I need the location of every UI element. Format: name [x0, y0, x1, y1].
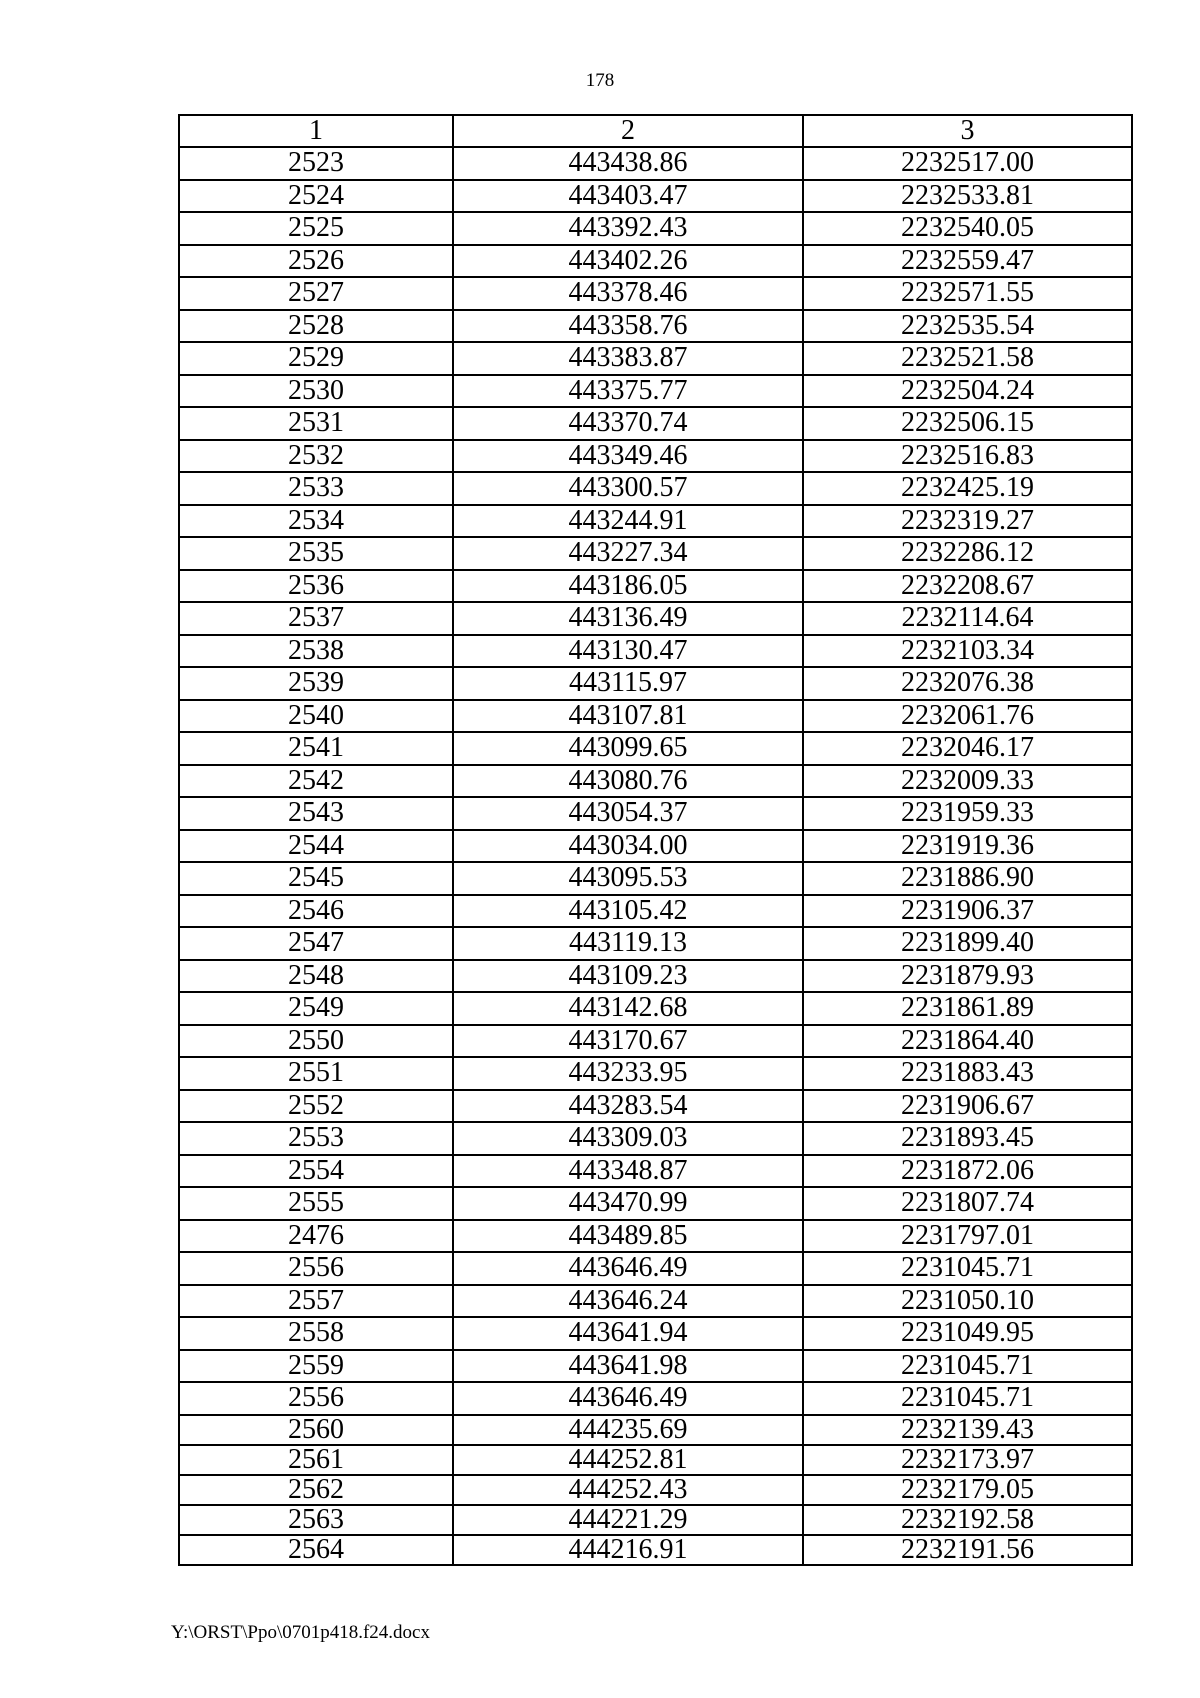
table-row — [179, 505, 1132, 538]
point-number-cell: 2552 — [179, 1090, 453, 1123]
table-row — [179, 342, 1132, 375]
table-row — [179, 1285, 1132, 1318]
x-coordinate-cell: 443438.86 — [453, 147, 803, 180]
table-row — [179, 700, 1132, 733]
column-header: 3 — [803, 115, 1132, 147]
y-coordinate-cell: 2231045.71 — [803, 1382, 1132, 1415]
y-coordinate-cell: 2231045.71 — [803, 1350, 1132, 1383]
point-number-cell: 2544 — [179, 830, 453, 863]
y-coordinate-cell: 2231797.01 — [803, 1220, 1132, 1253]
table-row — [179, 1057, 1132, 1090]
table-row — [179, 277, 1132, 310]
table-row — [179, 1252, 1132, 1285]
y-coordinate-cell: 2232533.81 — [803, 180, 1132, 213]
y-coordinate-cell: 2232571.55 — [803, 277, 1132, 310]
point-number-cell: 2556 — [179, 1252, 453, 1285]
table-row — [179, 667, 1132, 700]
x-coordinate-cell: 443233.95 — [453, 1057, 803, 1090]
table-row — [179, 960, 1132, 993]
column-header: 1 — [179, 115, 453, 147]
table-body — [179, 147, 1132, 1565]
table-row — [179, 732, 1132, 765]
y-coordinate-cell: 2232506.15 — [803, 407, 1132, 440]
x-coordinate-cell: 443119.13 — [453, 927, 803, 960]
table-row — [179, 1415, 1132, 1445]
y-coordinate-cell: 2231906.37 — [803, 895, 1132, 928]
x-coordinate-cell: 443136.49 — [453, 602, 803, 635]
y-coordinate-cell: 2232173.97 — [803, 1445, 1132, 1475]
x-coordinate-cell: 443099.65 — [453, 732, 803, 765]
point-number-cell: 2547 — [179, 927, 453, 960]
point-number-cell: 2560 — [179, 1415, 453, 1445]
x-coordinate-cell: 443109.23 — [453, 960, 803, 993]
y-coordinate-cell: 2231886.90 — [803, 862, 1132, 895]
y-coordinate-cell: 2232208.67 — [803, 570, 1132, 603]
x-coordinate-cell: 443348.87 — [453, 1155, 803, 1188]
point-number-cell: 2558 — [179, 1317, 453, 1350]
x-coordinate-cell: 443300.57 — [453, 472, 803, 505]
point-number-cell: 2524 — [179, 180, 453, 213]
table-row — [179, 245, 1132, 278]
x-coordinate-cell: 443107.81 — [453, 700, 803, 733]
point-number-cell: 2549 — [179, 992, 453, 1025]
y-coordinate-cell: 2232559.47 — [803, 245, 1132, 278]
y-coordinate-cell: 2232504.24 — [803, 375, 1132, 408]
table-row — [179, 602, 1132, 635]
y-coordinate-cell: 2232191.56 — [803, 1535, 1132, 1565]
table-row — [179, 927, 1132, 960]
y-coordinate-cell: 2232114.64 — [803, 602, 1132, 635]
y-coordinate-cell: 2231872.06 — [803, 1155, 1132, 1188]
point-number-cell: 2554 — [179, 1155, 453, 1188]
point-number-cell: 2533 — [179, 472, 453, 505]
x-coordinate-cell: 443142.68 — [453, 992, 803, 1025]
y-coordinate-cell: 2231883.43 — [803, 1057, 1132, 1090]
table-row — [179, 1122, 1132, 1155]
y-coordinate-cell: 2232076.38 — [803, 667, 1132, 700]
point-number-cell: 2540 — [179, 700, 453, 733]
x-coordinate-cell: 443646.49 — [453, 1252, 803, 1285]
y-coordinate-cell: 2231899.40 — [803, 927, 1132, 960]
table-row — [179, 830, 1132, 863]
y-coordinate-cell: 2232103.34 — [803, 635, 1132, 668]
point-number-cell: 2538 — [179, 635, 453, 668]
x-coordinate-cell: 443392.43 — [453, 212, 803, 245]
y-coordinate-cell: 2232192.58 — [803, 1505, 1132, 1535]
table-row — [179, 1535, 1132, 1565]
table-row — [179, 1025, 1132, 1058]
y-coordinate-cell: 2232521.58 — [803, 342, 1132, 375]
table-row — [179, 1090, 1132, 1123]
table-row — [179, 1187, 1132, 1220]
point-number-cell: 2534 — [179, 505, 453, 538]
y-coordinate-cell: 2231050.10 — [803, 1285, 1132, 1318]
y-coordinate-cell: 2232425.19 — [803, 472, 1132, 505]
x-coordinate-cell: 443309.03 — [453, 1122, 803, 1155]
y-coordinate-cell: 2231864.40 — [803, 1025, 1132, 1058]
table-row — [179, 147, 1132, 180]
x-coordinate-cell: 443378.46 — [453, 277, 803, 310]
y-coordinate-cell: 2232535.54 — [803, 310, 1132, 343]
y-coordinate-cell: 2232319.27 — [803, 505, 1132, 538]
x-coordinate-cell: 444216.91 — [453, 1535, 803, 1565]
x-coordinate-cell: 443370.74 — [453, 407, 803, 440]
x-coordinate-cell: 443034.00 — [453, 830, 803, 863]
x-coordinate-cell: 443349.46 — [453, 440, 803, 473]
x-coordinate-cell: 443186.05 — [453, 570, 803, 603]
x-coordinate-cell: 443383.87 — [453, 342, 803, 375]
column-header: 2 — [453, 115, 803, 147]
page-number: 178 — [585, 70, 615, 91]
table-row — [179, 537, 1132, 570]
x-coordinate-cell: 443489.85 — [453, 1220, 803, 1253]
x-coordinate-cell: 443227.34 — [453, 537, 803, 570]
point-number-cell: 2553 — [179, 1122, 453, 1155]
point-number-cell: 2561 — [179, 1445, 453, 1475]
y-coordinate-cell: 2232061.76 — [803, 700, 1132, 733]
point-number-cell: 2564 — [179, 1535, 453, 1565]
x-coordinate-cell: 444235.69 — [453, 1415, 803, 1445]
x-coordinate-cell: 443402.26 — [453, 245, 803, 278]
x-coordinate-cell: 444252.81 — [453, 1445, 803, 1475]
point-number-cell: 2545 — [179, 862, 453, 895]
point-number-cell: 2563 — [179, 1505, 453, 1535]
point-number-cell: 2532 — [179, 440, 453, 473]
point-number-cell: 2556 — [179, 1382, 453, 1415]
point-number-cell: 2541 — [179, 732, 453, 765]
table-row — [179, 375, 1132, 408]
coordinates-table — [178, 114, 1133, 1566]
point-number-cell: 2535 — [179, 537, 453, 570]
point-number-cell: 2528 — [179, 310, 453, 343]
x-coordinate-cell: 443115.97 — [453, 667, 803, 700]
point-number-cell: 2559 — [179, 1350, 453, 1383]
point-number-cell: 2523 — [179, 147, 453, 180]
table-row — [179, 407, 1132, 440]
x-coordinate-cell: 443170.67 — [453, 1025, 803, 1058]
table-row — [179, 472, 1132, 505]
point-number-cell: 2551 — [179, 1057, 453, 1090]
y-coordinate-cell: 2231807.74 — [803, 1187, 1132, 1220]
x-coordinate-cell: 444252.43 — [453, 1475, 803, 1505]
table-row — [179, 797, 1132, 830]
x-coordinate-cell: 443054.37 — [453, 797, 803, 830]
y-coordinate-cell: 2232009.33 — [803, 765, 1132, 798]
x-coordinate-cell: 443244.91 — [453, 505, 803, 538]
point-number-cell: 2530 — [179, 375, 453, 408]
point-number-cell: 2531 — [179, 407, 453, 440]
point-number-cell: 2542 — [179, 765, 453, 798]
table-row — [179, 212, 1132, 245]
point-number-cell: 2548 — [179, 960, 453, 993]
x-coordinate-cell: 443105.42 — [453, 895, 803, 928]
footer-file-path: Y:\ORST\Ppo\0701p418.f24.docx — [171, 1622, 430, 1643]
y-coordinate-cell: 2231879.93 — [803, 960, 1132, 993]
table-row — [179, 1505, 1132, 1535]
table-row — [179, 180, 1132, 213]
x-coordinate-cell: 443080.76 — [453, 765, 803, 798]
point-number-cell: 2557 — [179, 1285, 453, 1318]
table-row — [179, 1382, 1132, 1415]
x-coordinate-cell: 443646.24 — [453, 1285, 803, 1318]
y-coordinate-cell: 2232517.00 — [803, 147, 1132, 180]
x-coordinate-cell: 443641.94 — [453, 1317, 803, 1350]
table-row — [179, 310, 1132, 343]
x-coordinate-cell: 443470.99 — [453, 1187, 803, 1220]
y-coordinate-cell: 2232286.12 — [803, 537, 1132, 570]
y-coordinate-cell: 2232516.83 — [803, 440, 1132, 473]
point-number-cell: 2476 — [179, 1220, 453, 1253]
table-row — [179, 1475, 1132, 1505]
y-coordinate-cell: 2231045.71 — [803, 1252, 1132, 1285]
point-number-cell: 2537 — [179, 602, 453, 635]
point-number-cell: 2525 — [179, 212, 453, 245]
point-number-cell: 2529 — [179, 342, 453, 375]
x-coordinate-cell: 443403.47 — [453, 180, 803, 213]
y-coordinate-cell: 2231049.95 — [803, 1317, 1132, 1350]
table-row — [179, 1220, 1132, 1253]
point-number-cell: 2555 — [179, 1187, 453, 1220]
point-number-cell: 2536 — [179, 570, 453, 603]
y-coordinate-cell: 2232540.05 — [803, 212, 1132, 245]
point-number-cell: 2543 — [179, 797, 453, 830]
x-coordinate-cell: 443130.47 — [453, 635, 803, 668]
table-row — [179, 635, 1132, 668]
point-number-cell: 2546 — [179, 895, 453, 928]
table-row — [179, 1350, 1132, 1383]
table-row — [179, 570, 1132, 603]
x-coordinate-cell: 444221.29 — [453, 1505, 803, 1535]
table-row — [179, 895, 1132, 928]
point-number-cell: 2562 — [179, 1475, 453, 1505]
y-coordinate-cell: 2231893.45 — [803, 1122, 1132, 1155]
table-header-row — [179, 115, 1132, 147]
point-number-cell: 2526 — [179, 245, 453, 278]
table-row — [179, 1155, 1132, 1188]
y-coordinate-cell: 2231906.67 — [803, 1090, 1132, 1123]
table-row — [179, 1317, 1132, 1350]
point-number-cell: 2550 — [179, 1025, 453, 1058]
y-coordinate-cell: 2231959.33 — [803, 797, 1132, 830]
x-coordinate-cell: 443095.53 — [453, 862, 803, 895]
table-row — [179, 440, 1132, 473]
point-number-cell: 2539 — [179, 667, 453, 700]
x-coordinate-cell: 443641.98 — [453, 1350, 803, 1383]
y-coordinate-cell: 2232139.43 — [803, 1415, 1132, 1445]
table-row — [179, 765, 1132, 798]
point-number-cell: 2527 — [179, 277, 453, 310]
x-coordinate-cell: 443646.49 — [453, 1382, 803, 1415]
y-coordinate-cell: 2231919.36 — [803, 830, 1132, 863]
table-row — [179, 862, 1132, 895]
table-row — [179, 992, 1132, 1025]
y-coordinate-cell: 2232179.05 — [803, 1475, 1132, 1505]
y-coordinate-cell: 2232046.17 — [803, 732, 1132, 765]
table-row — [179, 1445, 1132, 1475]
x-coordinate-cell: 443283.54 — [453, 1090, 803, 1123]
x-coordinate-cell: 443375.77 — [453, 375, 803, 408]
x-coordinate-cell: 443358.76 — [453, 310, 803, 343]
y-coordinate-cell: 2231861.89 — [803, 992, 1132, 1025]
